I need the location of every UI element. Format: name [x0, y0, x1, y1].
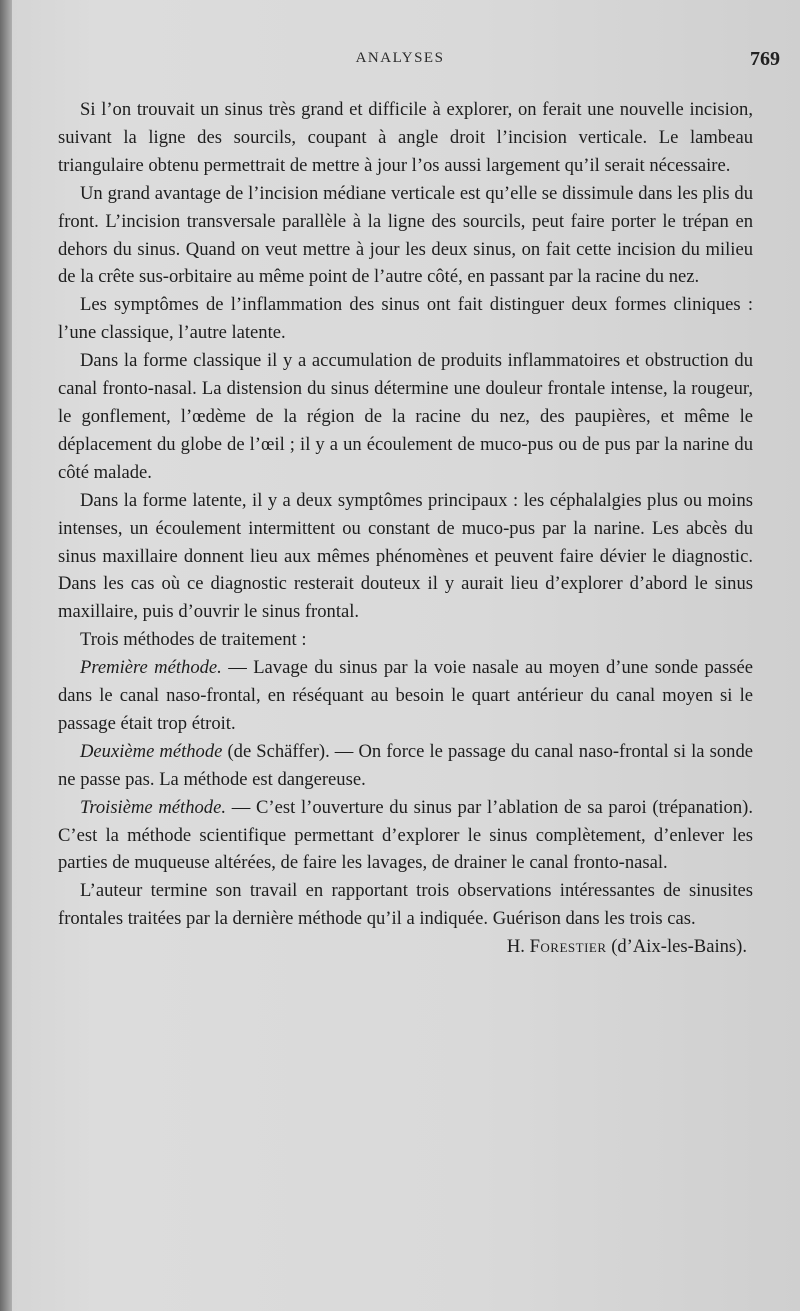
author-place: (d’Aix-les-Bains). [611, 936, 747, 958]
paragraph: Les symptômes de l’inflammation des sinus ont fait distinguer deux formes cliniques : l’une classique, l’autre latente. [58, 294, 753, 344]
book-gutter [0, 0, 12, 1311]
author-initial: H. [506, 936, 525, 958]
paragraph: Trois méthodes de traitement : [80, 629, 307, 651]
method-paragraph [58, 794, 753, 878]
method-title: Première méthode. [80, 657, 222, 679]
method-text: — Lavage du sinus par la voie nasale au moyen d’une sonde passée dans le canal naso-frontal, en réséquant au besoin le quart antérieur du canal moyen si le passage était trop étroit. [58, 657, 753, 734]
article-body [58, 96, 753, 961]
running-title: ANALYSES [355, 50, 445, 66]
paragraph: Si l’on trouvait un sinus très grand et difficile à explorer, on ferait une nouvelle incision, suivant la ligne des sourcils, coupant à angle droit l’incision verticale. Le lambeau triangulaire obtenu permettrait de mettre à jour l’os aussi largement qu’il serait nécessaire. [58, 99, 753, 176]
method-text: — C’est l’ouverture du sinus par l’ablation de sa paroi (trépanation). C’est la méthode scientifique permettant d’explorer le sinus complètement, d’enlever les parties de muqueuse altérées, de faire les lavages, de drainer le canal fronto-nasal. [58, 796, 753, 874]
method-paragraph [58, 654, 753, 738]
method-text: (de Schäffer). — On force le passage du canal naso-frontal si la sonde ne passe pas. La méthode est dangereuse. [58, 740, 754, 790]
page-header [60, 48, 780, 72]
author-signature [58, 933, 753, 961]
paragraph: Dans la forme classique il y a accumulation de produits inflammatoires et obstruction du canal fronto-nasal. La distension du sinus détermine une douleur frontale intense, la rougeur, le gonflement, l’œdème de la région de la racine du nez, des paupières, et même le déplacement du globe de l’œil ; il y a un écoulement de muco-pus ou de pus par la narine du côté malade. [58, 350, 753, 483]
conclusion-paragraph: L’auteur termine son travail en rapportant trois observations intéressantes de sinusites frontales traitées par la dernière méthode qu’il a indiquée. Guérison dans les trois cas. [58, 880, 753, 930]
page-number: 769 [750, 48, 780, 70]
method-title: Troisième méthode. [80, 796, 227, 818]
paragraph: Dans la forme latente, il y a deux symptômes principaux : les céphalalgies plus ou moins intenses, un écoulement intermittent ou constant de muco-pus par la narine. Les abcès du sinus maxillaire donnent lieu aux mêmes phénomènes et peuvent faire dévier le diagnostic. Dans les cas où ce diagnostic resterait douteux il y aurait lieu d’explorer d’abord le sinus maxillaire, puis d’ouvrir le sinus frontal. [58, 489, 753, 623]
method-paragraph [58, 738, 753, 794]
method-title: Deuxième méthode [80, 740, 223, 762]
paragraph: Un grand avantage de l’incision médiane verticale est qu’elle se dissimule dans les plis du front. L’incision transversale parallèle à la ligne des sourcils, peut faire porter le trépan en dehors du sinus. Quand on veut mettre à jour les deux sinus, on fait cette incision du milieu de la crête sus-orbitaire au même point de l’autre côté, en passant par la racine du nez. [58, 182, 753, 288]
author-surname: Forestier [529, 936, 607, 958]
